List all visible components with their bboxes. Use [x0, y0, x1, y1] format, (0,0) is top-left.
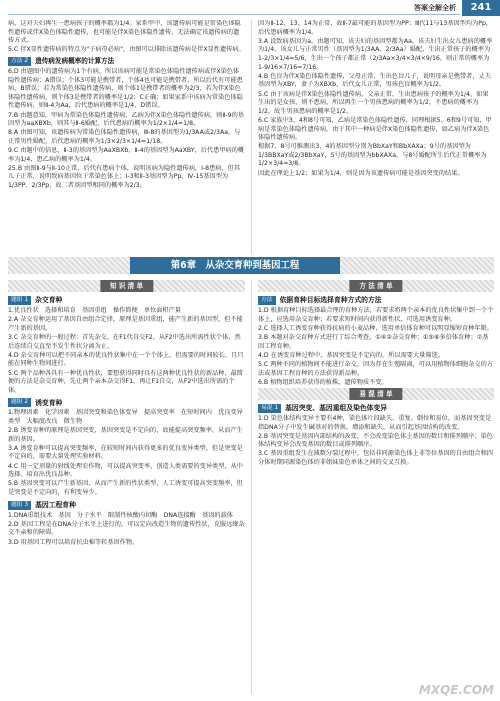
paragraph: 1.物理因素 化学因素 基因突变和染色体变异 提高突变率 在短时间内 优良变异类型 大幅度改良 微生物 — [8, 409, 243, 425]
method-title: 遗传病发病概率的计算方法 — [35, 57, 115, 66]
paragraph: 2.D 基因工程是在DNA分子水平上进行的，可以定向改造生物的遗传性状，克服远缘杂交不亲和的障碍。 — [8, 520, 245, 537]
paragraph: 因此在理论上1/2；如果为1/4，则是因为该遗传病可能是基因突变的结果。 — [258, 169, 464, 177]
section-banner-label: 方 法 清 单 — [349, 280, 402, 292]
chapter-banner — [8, 257, 494, 274]
method-heading — [8, 57, 245, 66]
paragraph: 5.C 两个品种各具有一种优良性状，要想获得同时具有这两种优良性状的新品种，最简便的方法是杂交育种，先让两个亲本杂交得F1，再让F1自交，从F2中选出所需的个体。 — [8, 369, 243, 394]
paragraph: 7.B 由题意知，甲病为常染色体隐性遗传病，乙病为伴X染色体隐性遗传病，则Ⅱ-9的基因型为aaXBXb，则其与Ⅱ-6婚配，后代患病的概率为1/2×1/4=1/8。 — [8, 111, 244, 128]
method-heading — [258, 296, 494, 305]
bottom-left-column — [8, 280, 245, 695]
paragraph: 3.A 设致病基因为a，由题可知，该夫妇的基因型都为Aa，该夫妇生出女儿患病的概率为1/4，该女儿与正常男性（基因型为1/3AA、2/3Aa）婚配，生出正常孩子的概率为1-2/3×1/4=5/6，生出一个孩子都正常（2/3Aa×3/4×3/4×9/16，则正常的概率为1-9/16×7/16=7/16。 — [258, 37, 493, 71]
section-banner-label: 知 识 清 单 — [100, 280, 153, 292]
method-badge: 方法 2 — [8, 57, 31, 66]
paragraph: 5.B 基因突变可以产生新基因，从而产生新的性状类型，人工诱变可提高突变频率，但是突变是不定向的，有利变异少。 — [8, 480, 243, 497]
page-header — [0, 0, 500, 16]
section-banner — [8, 280, 245, 292]
topic-title: 杂交育种 — [35, 296, 63, 305]
topic-tag: 题组 2 — [8, 398, 31, 407]
topic-heading — [258, 404, 494, 413]
paragraph: 1.D 根据育种目标选择最合理的育种方法，若要求将两个亲本的优良性状集中到一个个体上，应选用杂交育种；若要求短时间内获得新性状，可选用诱变育种。 — [258, 307, 494, 323]
section-banner — [258, 280, 494, 292]
paragraph: 3.B 本题对杂交育种方式进行了综合考查。①④②杂交育种；①⑤⑥多倍体育种；⑦基因工程育种。 — [258, 333, 489, 350]
paragraph: 病，这对夫妇再生一患病孩子的概率都为1/4。家系甲中，该遗传病可能是常染色体隐性遗传或伴X染色体隐性遗传，也可能是伴X染色体隐性遗传，无法确定该遗传病的遗传方式。 — [8, 20, 241, 45]
section-banner — [258, 388, 494, 400]
method-badge: 方法 — [258, 296, 276, 305]
paragraph: 根据7、8号可推测出3、4的基因型分别为BbXaY和BbXAXa；9号的基因型为1/3BBXaY或2/3BbXaY，5号的基因型为bbXAXa，与8号婚配所生后代正常概率为1/2×3/4=3/8。 — [258, 143, 487, 168]
paragraph: 4.C 用一定剂量的射线处理农作物，可以提高突变率，创造人类需要的变异类型，从中选择、培育出优良品种。 — [8, 462, 243, 479]
paragraph: 9.C 由题中的信息，Ⅱ-3的基因型为AaXBXb，Ⅱ-4的基因型为AaXBY，后代患甲病的概率为1/4，患乙病的概率为1/4。 — [8, 147, 245, 163]
header-rule — [8, 14, 460, 15]
paragraph: 8.A 由图可知，该遗传病为常染色体隐性遗传病，Ⅲ-8的基因型为1/3AA或2/3Aa，与正常男性婚配，后代患病的概率为1/3×2/3×1/4=1/18。 — [8, 129, 241, 145]
watermark: MXQE.COM — [418, 683, 494, 697]
section-banner-label: 易 混 清 单 — [349, 388, 402, 400]
paragraph: 3.C 杂交育种的一般过程：首先杂交，在F1代自交F2，从F2中选出所需性状个体，然后连续自交直至不发生性状分离为止。 — [8, 333, 241, 350]
topic-heading — [8, 398, 245, 407]
page-number: 241 — [462, 0, 500, 16]
paragraph: 3.D 用基因工程可以培育抗虫棉等转基因作物。 — [8, 538, 139, 546]
topic-heading — [8, 501, 245, 510]
paragraph: 25.B 由图Ⅱ-9与Ⅱ-10正常，后代有患病个体，说明该病为隐性遗传病，Ⅰ-8患病，但其儿子正常，说明致病基因位于常染色体上；Ⅰ-3和Ⅱ-3基因型为Pp，Ⅳ-15基因型为1/3PP、2/3Pp，故二者基因型相同的概率为2/3。 — [8, 164, 241, 190]
bottom-right-column — [258, 280, 494, 695]
method-title: 依据育种目标选择育种方式的方法 — [279, 296, 382, 305]
paragraph: 4.D 杂交育种可以把不同亲本的优良性状集中在一个个体上，但需要的时间较长，且只能在同种生物间进行。 — [8, 351, 244, 368]
paragraph: 1.DNA重组技术 基因 分子水平 限制性核酸内切酶 DNA连接酶 基因的载体 — [8, 511, 233, 519]
column-divider — [251, 280, 252, 694]
chapter-title: 第6章 从杂交育种到基因工程 — [130, 257, 340, 274]
paragraph: 3.C 基因重组发生在减数分裂过程中，包括非同源染色体上非等位基因的自由组合和四分体时期同源染色体的非姐妹染色单体之间的交叉互换。 — [258, 450, 493, 467]
paragraph: 因为Ⅱ-12、13、14为正常，故Ⅱ-7最可能的基因型为PP；Ⅲ代11与13基因型均为Pp，后代患病概率为1/4。 — [258, 20, 493, 36]
paragraph: 4.D 在诱变育种过程中，基因突变是不定向的，所以需要大量筛选。 — [258, 351, 444, 359]
topic-title: 基因突变、基因重组及染色体变异 — [285, 404, 388, 413]
top-right-column — [258, 20, 494, 256]
paragraph: 4.B 色盲为伴X染色体隐性遗传，父母正常，生出色盲儿子，说明母亲是携带者，丈夫基因型为XBY，妻子为XBXb，后代女儿正常，男孩色盲概率为1/2。 — [258, 72, 491, 89]
header-label: 答案全解全析 — [414, 4, 456, 12]
paragraph: 2.B 基因突变是基因内部结构的改变，不会改变染色体上基因的数目和排列顺序；染色体结构变异会改变基因的数目或排列顺序。 — [258, 432, 493, 449]
paragraph: 6.C 家族中3、4和8号可知，乙病是常染色体隐性遗传，同理根据5、6和9号可知，甲病是常染色体隐性遗传病，由于其中一种病是伴X染色体隐性遗传，如乙病为伴X染色体隐性遗传病。 — [258, 116, 492, 142]
top-left-column — [8, 20, 245, 256]
topic-heading — [8, 296, 245, 305]
paragraph: 2.B 诱变育种的原理是基因突变，基因突变是不定向的，故能提高突变频率，从而产生新的基因。 — [8, 427, 243, 443]
topic-title: 基因工程育种 — [35, 500, 76, 509]
topic-tag: 题组 1 — [8, 296, 31, 305]
paragraph: 5.C 由于该病是伴X染色体隐性遗传病，父亲正常，生出患病孩子的概率为1/4，如果生出的是女孩，则不患病，所以再生一个男孩患病的概率为1/2，不患病的概率为1/2，故生男孩患病的概率是1/2。 — [258, 90, 489, 115]
paragraph: 1.优良性状 选择和培育 基因重组 操作简便 单位面积产量 — [8, 307, 181, 314]
paragraph: 2.A 杂交育种运用了基因自由组合定律，原理是基因重组，能产生新的基因型，但不能产生新的基因。 — [8, 316, 243, 332]
paragraph: 3.A 诱变育种可以提高突变频率，在较短时间内获得更多的优良变异类型，但是突变是不定向的，需要大量处理实验材料。 — [8, 444, 243, 461]
topic-title: 诱变育种 — [35, 398, 63, 407]
paragraph: 6.D 由题图中的遗传病为1个有病，所以该病可能是常染色体隐性遗传病或伴X染色体隐性遗传病；A错误；个体3可能是携带者，个体4也可能是携带者，所以后代有可能患病，B错误；若为常染色体隐性遗传病，则个体1是携带者的概率为2/3，若为伴X染色体隐性遗传病，则个体3是携带者的概率是1/2；C正确；如果家系中该病为常染色体隐性遗传病，则Ⅱ-4为Aa，后代患病的概率是1/4，D错误。 — [8, 67, 243, 110]
column-divider — [251, 20, 252, 254]
paragraph: 5.C 伴X显性遗传病的特点为"子病母必病"，由图可以排除该遗传病是伴X显性遗传病。 — [8, 46, 245, 54]
topic-tag: 题组 3 — [8, 501, 31, 510]
paragraph: 2.C 选择人工诱变育种获得抗病的小麦品种，选用单倍体育种可以明显缩短育种年限。 — [258, 324, 493, 332]
paragraph: 1.D 染色体结构变异主要有4种，染色体片段缺失、重复、倒位和易位，而基因突变是指DNA分子中发生碱基对的替换、增添和缺失，从而引起基因结构的改变。 — [258, 414, 492, 431]
paragraph: 5.C 两种不同的植物间不能进行杂交，因为存在生殖隔离，可以用植物体细胞杂交的方法或基因工程育种的方法获得新品种。 — [258, 360, 493, 377]
paragraph: 6.B 植物组织培养获得的植株，遗传物质不变。 — [258, 378, 388, 386]
topic-tag: 易混 1 — [258, 404, 281, 413]
